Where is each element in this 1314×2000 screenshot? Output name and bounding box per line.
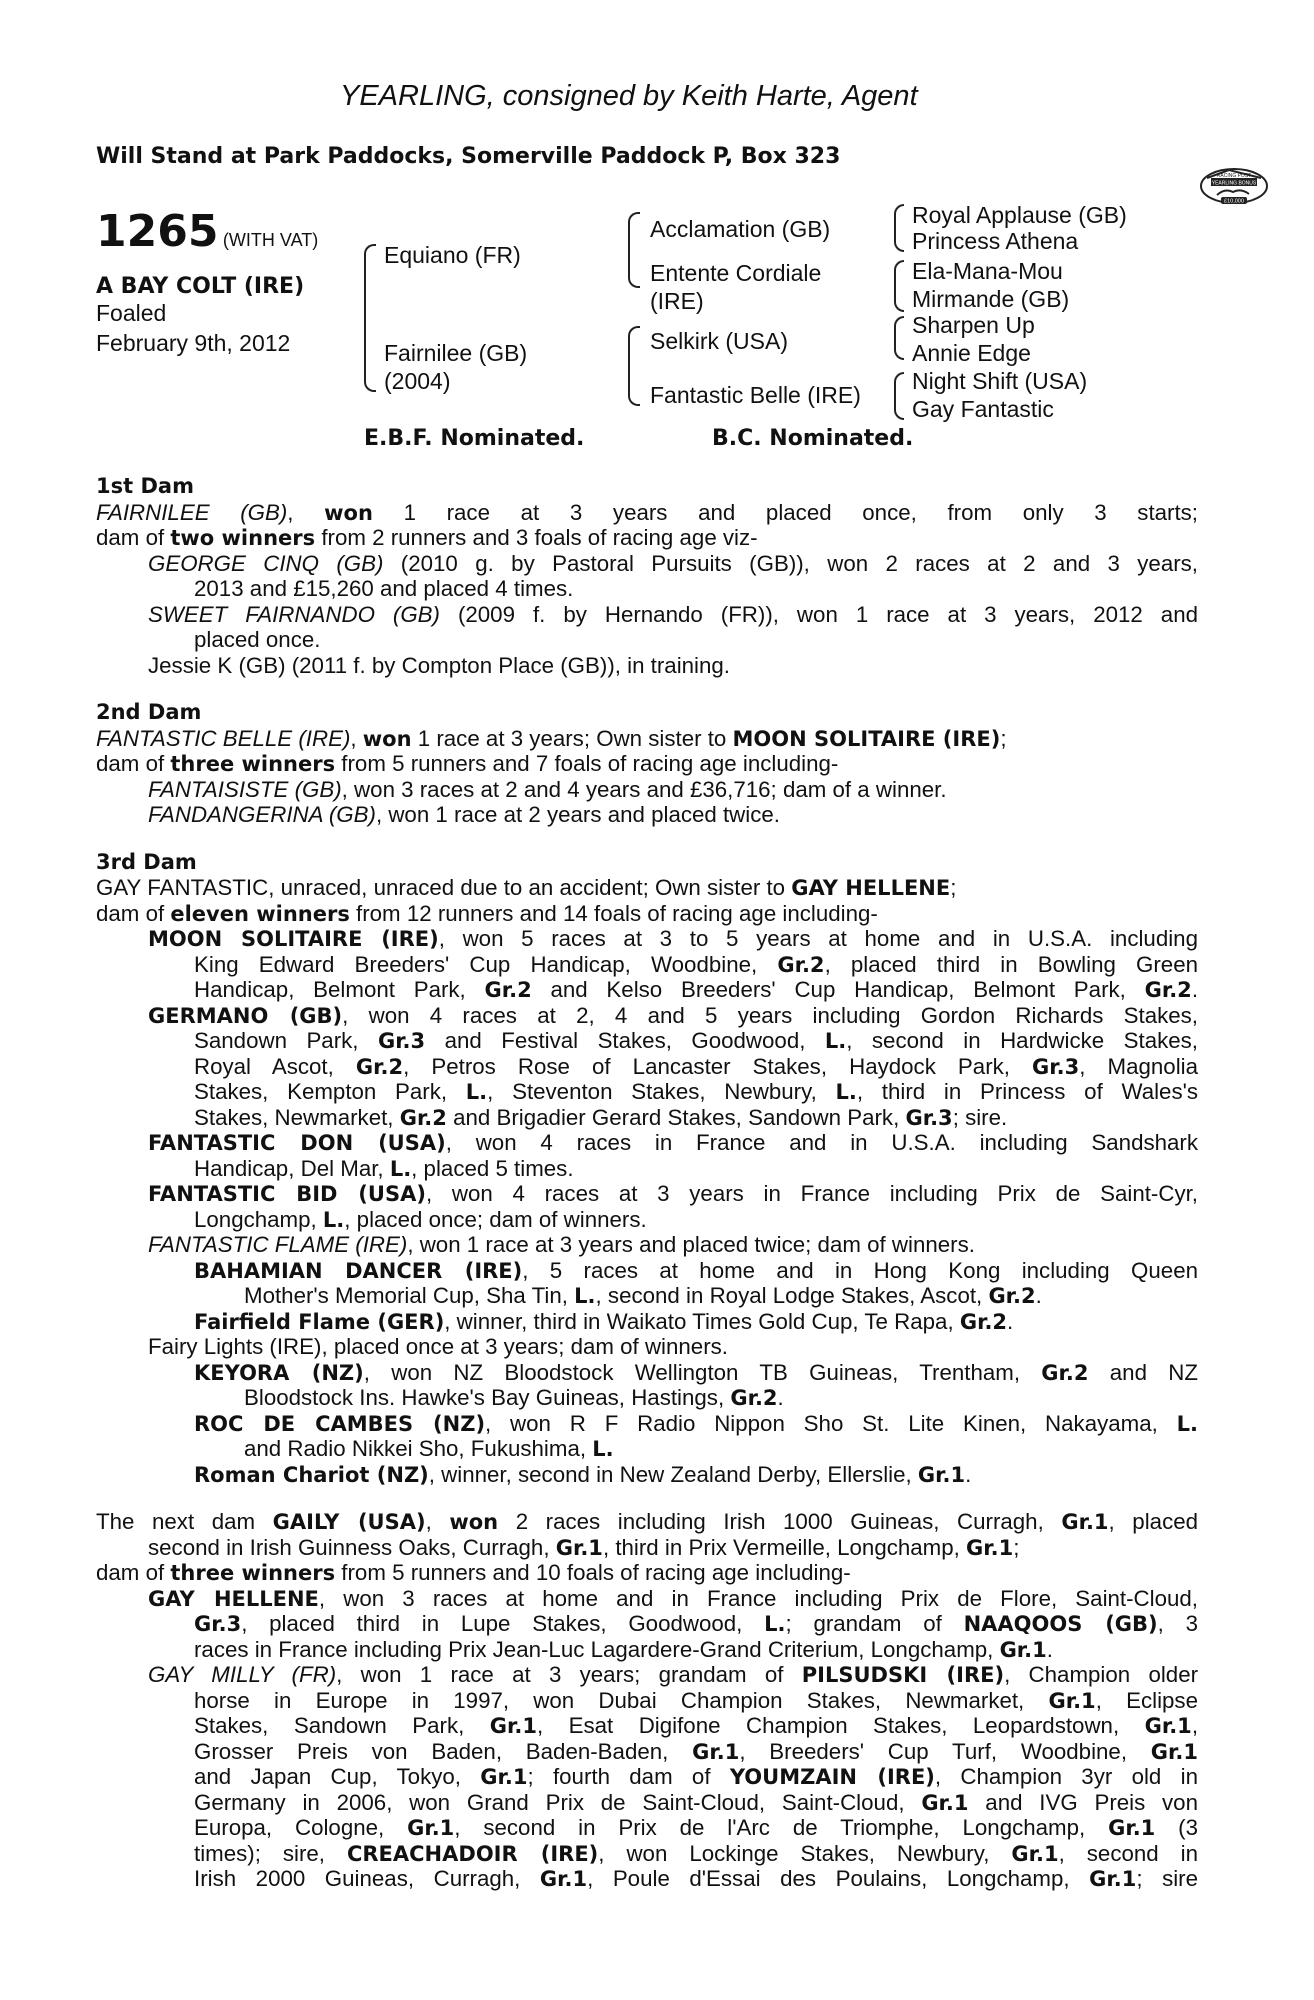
bc-nominated: B.C. Nominated.	[712, 426, 914, 451]
text-line: and Japan Cup, Tokyo, Gr.1; fourth dam of YOUMZAIN (IRE), Champion 3yr old in	[194, 1764, 1198, 1789]
text-line: GAY FANTASTIC, unraced, unraced due to an accident; Own sister to GAY HELLENE;	[96, 875, 957, 900]
text-line: FANTASTIC DON (USA), won 4 races in France and in U.S.A. including Sandshark	[148, 1130, 1198, 1155]
sss-name: Royal Applause (GB)	[912, 202, 1127, 228]
pedigree-brace-3b	[894, 260, 904, 312]
pedigree-brace-3a	[894, 204, 904, 252]
stand-location: Will Stand at Park Paddocks, Somerville Paddock P, Box 323	[96, 144, 841, 169]
text-line: FANTASTIC BELLE (IRE), won 1 race at 3 years; Own sister to MOON SOLITAIRE (IRE);	[96, 725, 1007, 751]
text-line: Bloodstock Ins. Hawke's Bay Guineas, Hastings, Gr.2.	[244, 1385, 784, 1410]
section-heading-1st-dam: 1st Dam	[96, 474, 194, 498]
pedigree-brace-3c	[894, 316, 904, 360]
sire-name: Equiano (FR)	[384, 242, 521, 268]
text-line: The next dam GAILY (USA), won 2 races including Irish 1000 Guineas, Curragh, Gr.1, placed	[96, 1509, 1198, 1534]
text-line: ROC DE CAMBES (NZ), won R F Radio Nippon Sho St. Lite Kinen, Nakayama, L.	[194, 1410, 1198, 1436]
dsd-name: Annie Edge	[912, 340, 1031, 366]
ssd-name: Princess Athena	[912, 228, 1079, 254]
text-line: Roman Chariot (NZ), winner, second in New Zealand Derby, Ellerslie, Gr.1.	[194, 1461, 972, 1487]
svg-text:£10,000: £10,000	[1224, 198, 1244, 205]
text-line: Grosser Preis von Baden, Baden-Baden, Gr.1, Breeders' Cup Turf, Woodbine, Gr.1	[194, 1738, 1198, 1764]
sds-name: Ela-Mana-Mou	[912, 258, 1063, 284]
text-line: Sandown Park, Gr.3 and Festival Stakes, Goodwood, L., second in Hardwicke Stakes,	[194, 1028, 1198, 1053]
section-heading-3rd-dam: 3rd Dam	[96, 849, 197, 874]
dam-sire: Selkirk (USA)	[650, 328, 789, 354]
text-line: Gr.3, placed third in Lupe Stakes, Goodwood, L.; grandam of NAAQOOS (GB), 3	[194, 1611, 1198, 1636]
text-line: Longchamp, L., placed once; dam of winners.	[194, 1206, 647, 1232]
text-line: times); sire, CREACHADOIR (IRE), won Lockinge Stakes, Newbury, Gr.1, second in	[194, 1840, 1198, 1866]
text-line: FANTASTIC BID (USA), won 4 races at 3 years in France including Prix de Saint-Cyr,	[148, 1181, 1198, 1206]
text-line: dam of three winners from 5 runners and 10 foals of racing age including-	[96, 1560, 851, 1585]
text-line: horse in Europe in 1997, won Dubai Champion Stakes, Newmarket, Gr.1, Eclipse	[194, 1687, 1198, 1713]
text-line: Stakes, Sandown Park, Gr.1, Esat Digifone Champion Stakes, Leopardstown, Gr.1,	[194, 1713, 1198, 1738]
text-line: Irish 2000 Guineas, Curragh, Gr.1, Poule d'Essai des Poulains, Longchamp, Gr.1; sire	[194, 1866, 1198, 1891]
text-line: Royal Ascot, Gr.2, Petros Rose of Lancaster Stakes, Haydock Park, Gr.3, Magnolia	[194, 1053, 1198, 1079]
text-line: GAY MILLY (FR), won 1 race at 3 years; grandam of PILSUDSKI (IRE), Champion older	[148, 1662, 1198, 1687]
text-line: second in Irish Guinness Oaks, Curragh, Gr.1, third in Prix Vermeille, Longchamp, Gr.1;	[148, 1534, 1020, 1560]
dam-dam: Fantastic Belle (IRE)	[650, 382, 861, 408]
text-line: Fairy Lights (IRE), placed once at 3 years; dam of winners.	[148, 1334, 728, 1359]
text-line: Stakes, Kempton Park, L., Steventon Stakes, Newbury, L., third in Princess of Wales's	[194, 1079, 1198, 1104]
lot-number-row	[96, 206, 318, 257]
text-line: Germany in 2006, won Grand Prix de Saint-Cloud, Saint-Cloud, Gr.1 and IVG Preis von	[194, 1789, 1198, 1815]
yearling-bonus-badge-icon	[1199, 166, 1269, 206]
text-line: races in France including Prix Jean-Luc Lagardere-Grand Criterium, Longchamp, Gr.1.	[194, 1636, 1053, 1662]
text-line: Fairfield Flame (GER), winner, third in Waikato Times Gold Cup, Te Rapa, Gr.2.	[194, 1308, 1014, 1334]
dam-year: (2004)	[384, 368, 451, 394]
text-line: Europa, Cologne, Gr.1, second in Prix de l'Arc de Triomphe, Longchamp, Gr.1 (3	[194, 1815, 1198, 1840]
vat-note: (WITH VAT)	[222, 230, 319, 250]
text-line: dam of eleven winners from 12 runners and 14 foals of racing age including-	[96, 900, 878, 926]
text-line: Jessie K (GB) (2011 f. by Compton Place (GB)), in training.	[148, 652, 731, 678]
sire-dam-line2: (IRE)	[650, 288, 704, 314]
section-heading-2nd-dam: 2nd Dam	[96, 700, 202, 724]
sire-dam: Entente Cordiale	[650, 260, 822, 286]
text-line: Handicap, Del Mar, L., placed 5 times.	[194, 1155, 574, 1181]
text-line: dam of two winners from 2 runners and 3 foals of racing age viz-	[96, 525, 758, 550]
text-line: FANDANGERINA (GB), won 1 race at 2 years and placed twice.	[148, 802, 780, 827]
text-line: BAHAMIAN DANCER (IRE), 5 races at home and in Hong Kong including Queen	[194, 1257, 1198, 1283]
page-title: YEARLING, consigned by Keith Harte, Agent	[340, 80, 918, 112]
lot-number: 1265	[96, 206, 219, 257]
text-line: Stakes, Newmarket, Gr.2 and Brigadier Gerard Stakes, Sandown Park, Gr.3; sire.	[194, 1104, 1008, 1130]
text-line: Handicap, Belmont Park, Gr.2 and Kelso Breeders' Cup Handicap, Belmont Park, Gr.2.	[194, 977, 1198, 1002]
text-line: King Edward Breeders' Cup Handicap, Woodbine, Gr.2, placed third in Bowling Green	[194, 951, 1198, 977]
produce-record	[96, 474, 1198, 1892]
ebf-nominated: E.B.F. Nominated.	[364, 426, 585, 451]
pedigree-brace-2b	[628, 326, 640, 406]
sire-sire: Acclamation (GB)	[650, 216, 831, 242]
text-line: GERMANO (GB), won 4 races at 2, 4 and 5 years including Gordon Richards Stakes,	[148, 1002, 1198, 1028]
text-line: GAY HELLENE, won 3 races at home and in France including Prix de Flore, Saint-Cloud,	[148, 1585, 1198, 1611]
svg-text:YEARLING BONUS: YEARLING BONUS	[1211, 180, 1257, 187]
text-line: FAIRNILEE (GB), won 1 race at 3 years and placed once, from only 3 starts;	[96, 499, 1198, 525]
text-line: MOON SOLITAIRE (IRE), won 5 races at 3 to 5 years at home and in U.S.A. including	[148, 926, 1198, 951]
text-line: Mother's Memorial Cup, Sha Tin, L., second in Royal Lodge Stakes, Ascot, Gr.2.	[244, 1283, 1042, 1308]
foaled-date: February 9th, 2012	[96, 330, 291, 356]
pedigree-brace-1	[364, 244, 376, 392]
foaled-label: Foaled	[96, 300, 167, 326]
text-line: 2013 and £15,260 and placed 4 times.	[194, 576, 574, 601]
ddd-name: Gay Fantastic	[912, 396, 1054, 422]
lot-name: A BAY COLT (IRE)	[96, 274, 305, 299]
dss-name: Sharpen Up	[912, 312, 1035, 338]
text-line: KEYORA (NZ), won NZ Bloodstock Wellington TB Guineas, Trentham, Gr.2 and NZ	[194, 1359, 1198, 1385]
text-line: GEORGE CINQ (GB) (2010 g. by Pastoral Pursuits (GB)), won 2 races at 2 and 3 years,	[148, 550, 1198, 576]
text-line: and Radio Nikkei Sho, Fukushima, L.	[244, 1436, 614, 1461]
text-line: FANTAISISTE (GB), won 3 races at 2 and 4 years and £36,716; dam of a winner.	[148, 776, 947, 802]
dam-name: Fairnilee (GB)	[384, 340, 528, 366]
text-line: dam of three winners from 5 runners and 7 foals of racing age including-	[96, 751, 839, 776]
pedigree-brace-3d	[894, 372, 904, 420]
text-line: FANTASTIC FLAME (IRE), won 1 race at 3 years and placed twice; dam of winners.	[148, 1232, 975, 1257]
text-line: SWEET FAIRNANDO (GB) (2009 f. by Hernando (FR)), won 1 race at 3 years, 2012 and	[148, 601, 1198, 627]
svg-text:RACING POST: RACING POST	[1216, 173, 1252, 179]
dds-name: Night Shift (USA)	[912, 368, 1088, 394]
pedigree-brace-2a	[628, 212, 640, 288]
sdd-name: Mirmande (GB)	[912, 286, 1070, 312]
text-line: placed once.	[194, 627, 321, 652]
